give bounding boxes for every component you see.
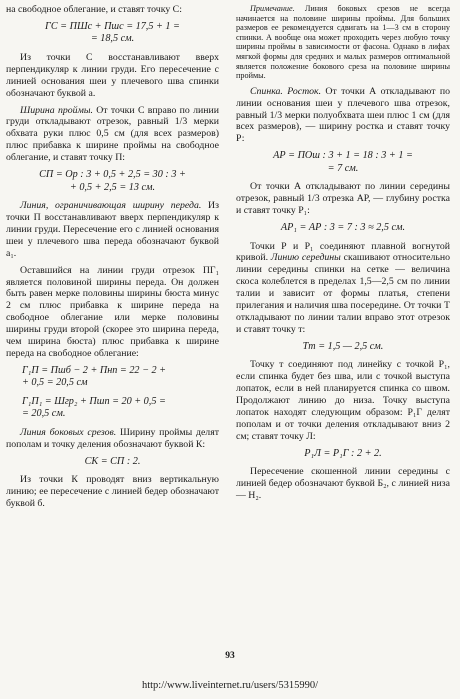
section-heading: Ширина проймы.: [20, 104, 93, 116]
paragraph: Пересечение скошенной линии середины с линией бедер обозначают буквой Б₂, с линией низа — Н₂.: [236, 466, 450, 501]
section-heading: Линия, ограничивающая ширину переда.: [20, 200, 202, 212]
section-heading: Линию середины: [270, 252, 341, 264]
paragraph-text: От точки А откладывают по линии основания шеи у плечевого шва отрезок, равный 1/3 мерки полуобхвата шеи плюс 1 см (для всех размеров), — ширину ростка и ставят точку Р:: [236, 85, 450, 145]
source-url[interactable]: http://www.liveinternet.ru/users/5315990/: [141, 680, 319, 691]
paragraph-center-line: [236, 241, 450, 336]
formula: СК = СП : 2.: [84, 455, 141, 467]
paragraph: Оставшийся на линии груди отрезок ПГ₁ является половиной ширины переда. Он должен быть равен мерке половины ширины бюста минус 2 см плюс прибавка к ширине переда на свободное облегание или мерке половины ширины груди второй (скорее это ширина переда, чем ширина бюста) плюс прибавка к ширине переда на свободное облегание:: [6, 264, 219, 359]
paragraph: Точку т соединяют под линейку с точкой Р₁, если спинка будет без шва, или с точкой выступа лопаток, если в ней планируется спинка со швом. Продолжают линию до низа. Точку выступа лопаток находят следующим образом: Р₁Г делят пополам и от точки деления откладывают вниз 2 см; ставят точку Л:: [236, 359, 450, 442]
page-number: 93: [225, 651, 235, 661]
formula: Тт = 1,5 — 2,5 см.: [302, 340, 384, 352]
formula: Р₁Л = Р₁Г : 2 + 2.: [304, 447, 382, 459]
paragraph-text: Точки Р и Р₁ соединяют плавной вогнутой кривой.: [236, 240, 450, 264]
formula: СП = Ор : 3 + 0,5 + 2,5 = 30 : 3 + + 0,5 + 2,5 = 13 см.: [39, 169, 186, 193]
formula: АР = ПОш : 3 + 1 = 18 : 3 + 1 = = 7 см.: [273, 150, 413, 174]
left-column: [6, 4, 219, 515]
formula: Г₁П = Пшб − 2 + Пнп = 22 − 2 + + 0,5 = 20,5 см: [22, 364, 167, 389]
section-heading: Спинка. Росток.: [250, 85, 322, 97]
formula: Г₁П₁ = Шгр₂ + Пшп = 20 + 0,5 = = 20,5 см.: [22, 395, 166, 420]
paragraph-text: Из точки П восстанавливают вверх перпендикуляр к линии груди. Пересечение его с линией основания шеи у плечевого шва переда обозначают буквой а₁.: [6, 200, 219, 259]
paragraph-text: От точки С вправо по линии груди откладывают отрезок, равный 1/3 мерки обхвата руки плюс 0,5 см (для всех размеров) плюс прибавка к ширине проймы на свободное облегание, и ставят точку П:: [6, 104, 219, 164]
note-text: Линия боковых срезов не всегда начинается на половине ширины проймы. Для больших размеров ее рекомендуется сдвигать на 1—3 см в сторону спинки. А вообще она может проходить через любую точку ширины проймы в зависимости от фасона. Однако в лифах мягкой формы для средних и малых размеров оптимальной является положение бокового среза на половине ширины проймы.: [236, 4, 450, 81]
paragraph-side-seams: [6, 427, 219, 451]
formula: ГС = ПШс + Пшс = 17,5 + 1 = = 18,5 см.: [45, 20, 180, 45]
paragraph-armhole-width: [6, 105, 219, 165]
paragraph: на свободное облегание, и ставят точку С:: [6, 4, 182, 15]
paragraph-front-width-line: [6, 200, 219, 260]
section-heading: Линия боковых срезов.: [20, 426, 117, 438]
note-paragraph: [236, 4, 450, 81]
right-column: [236, 4, 450, 507]
paragraph: Из точки С восстанавливают вверх перпендикуляр к линии груди. Его пересечение с линией основания шеи у плечевого шва спинки обозначают буквой а.: [6, 51, 219, 99]
paragraph-text: Ширину проймы делят пополам и точку деления обозначают буквой К:: [6, 426, 219, 450]
paragraph: Из точки К проводят вниз вертикальную линию; ее пересечение с линией бедер обозначают буквой б.: [6, 474, 219, 509]
paragraph-back-neck: [236, 86, 450, 146]
paragraph-text: скашивают относительно линии середины спинки на сетке — величина скоса колеблется в пределах 1,5—2,5 см по линии талии и зависит от формы платья, степени прилегания и наличия шва посередине. От точки Т откладывают по линии талии вправо этот отрезок и ставят точку т:: [236, 252, 451, 335]
paragraph: От точки А откладывают по линии середины отрезок, равный 1/3 отрезка АР, — глубину ростка и ставят точку Р₁:: [236, 181, 450, 217]
note-heading: Примечание.: [250, 4, 295, 13]
formula: АР₁ = АР : 3 = 7 : 3 ≈ 2,5 см.: [280, 222, 406, 233]
